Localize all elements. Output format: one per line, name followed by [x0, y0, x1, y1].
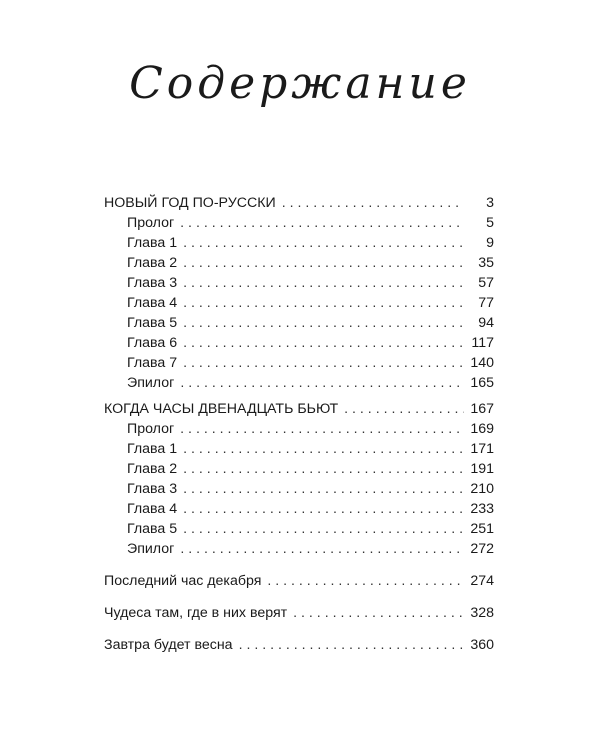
toc-page-number: 191 [470, 461, 494, 477]
toc-section[interactable] [104, 635, 494, 655]
toc-page-number: 9 [486, 235, 494, 251]
toc-page-number: 328 [470, 605, 494, 621]
toc-page-number: 165 [470, 375, 494, 391]
toc-item-label: Глава 3 [127, 275, 178, 291]
toc-section-title: Последний час декабря [104, 573, 262, 589]
toc-page-number: 171 [470, 441, 494, 457]
dot-leader [180, 213, 464, 233]
dot-leader [180, 373, 464, 393]
dot-leader [183, 273, 464, 293]
dot-leader [183, 353, 464, 373]
toc-item-label: Пролог [127, 215, 175, 231]
dot-leader [183, 499, 464, 519]
toc-section[interactable] [104, 603, 494, 623]
toc-page-number: 274 [470, 573, 494, 589]
toc-item-label: Глава 1 [127, 441, 178, 457]
toc-page-number: 140 [470, 355, 494, 371]
toc-item[interactable] [104, 273, 494, 293]
toc-section-title: КОГДА ЧАСЫ ДВЕНАДЦАТЬ БЬЮТ [104, 401, 339, 417]
toc-item-label: Глава 5 [127, 315, 178, 331]
table-of-contents [104, 193, 494, 655]
dot-leader [239, 635, 464, 655]
dot-leader [183, 459, 464, 479]
toc-item-label: Глава 2 [127, 255, 178, 271]
toc-page-number: 94 [478, 315, 494, 331]
toc-page-number: 210 [470, 481, 494, 497]
toc-item[interactable] [104, 539, 494, 559]
toc-item[interactable] [104, 519, 494, 539]
dot-leader [183, 293, 464, 313]
dot-leader [183, 439, 464, 459]
dot-leader [344, 399, 464, 419]
toc-page-number: 272 [470, 541, 494, 557]
toc-item[interactable] [104, 293, 494, 313]
dot-leader [183, 313, 464, 333]
toc-section[interactable] [104, 399, 494, 419]
toc-item[interactable] [104, 499, 494, 519]
toc-item-label: Глава 7 [127, 355, 178, 371]
toc-item[interactable] [104, 333, 494, 353]
toc-item[interactable] [104, 373, 494, 393]
toc-item[interactable] [104, 479, 494, 499]
toc-item-label: Глава 1 [127, 235, 178, 251]
toc-page-number: 5 [486, 215, 494, 231]
dot-leader [267, 571, 464, 591]
toc-page-number: 57 [478, 275, 494, 291]
toc-item[interactable] [104, 439, 494, 459]
toc-page-number: 117 [471, 335, 494, 351]
toc-item[interactable] [104, 353, 494, 373]
toc-item[interactable] [104, 253, 494, 273]
dot-leader [180, 419, 464, 439]
toc-item-label: Глава 6 [127, 335, 178, 351]
toc-section[interactable] [104, 193, 494, 213]
toc-page-number: 360 [470, 637, 494, 653]
page-title: Содержание [129, 58, 471, 109]
dot-leader [282, 193, 464, 213]
toc-section-title: НОВЫЙ ГОД ПО-РУССКИ [104, 195, 276, 211]
toc-item-label: Глава 2 [127, 461, 178, 477]
toc-item-label: Эпилог [127, 541, 175, 557]
toc-item-label: Глава 4 [127, 295, 178, 311]
dot-leader [183, 233, 464, 253]
toc-page-number: 35 [478, 255, 494, 271]
toc-item-label: Эпилог [127, 375, 175, 391]
toc-page-number: 233 [470, 501, 494, 517]
dot-leader [180, 539, 464, 559]
toc-item[interactable] [104, 233, 494, 253]
dot-leader [183, 479, 464, 499]
toc-item[interactable] [104, 419, 494, 439]
dot-leader [183, 333, 464, 353]
toc-item[interactable] [104, 213, 494, 233]
toc-item[interactable] [104, 313, 494, 333]
toc-item-label: Пролог [127, 421, 175, 437]
toc-section-title: Чудеса там, где в них верят [104, 605, 288, 621]
toc-section-title: Завтра будет весна [104, 637, 233, 653]
toc-page-number: 251 [470, 521, 494, 537]
toc-page-number: 3 [486, 195, 494, 211]
toc-item-label: Глава 4 [127, 501, 178, 517]
dot-leader [293, 603, 464, 623]
toc-page-number: 169 [470, 421, 494, 437]
toc-page-number: 77 [478, 295, 494, 311]
dot-leader [183, 519, 464, 539]
dot-leader [183, 253, 464, 273]
toc-item[interactable] [104, 459, 494, 479]
toc-item-label: Глава 5 [127, 521, 178, 537]
toc-section[interactable] [104, 571, 494, 591]
toc-page-number: 167 [470, 401, 494, 417]
toc-item-label: Глава 3 [127, 481, 178, 497]
